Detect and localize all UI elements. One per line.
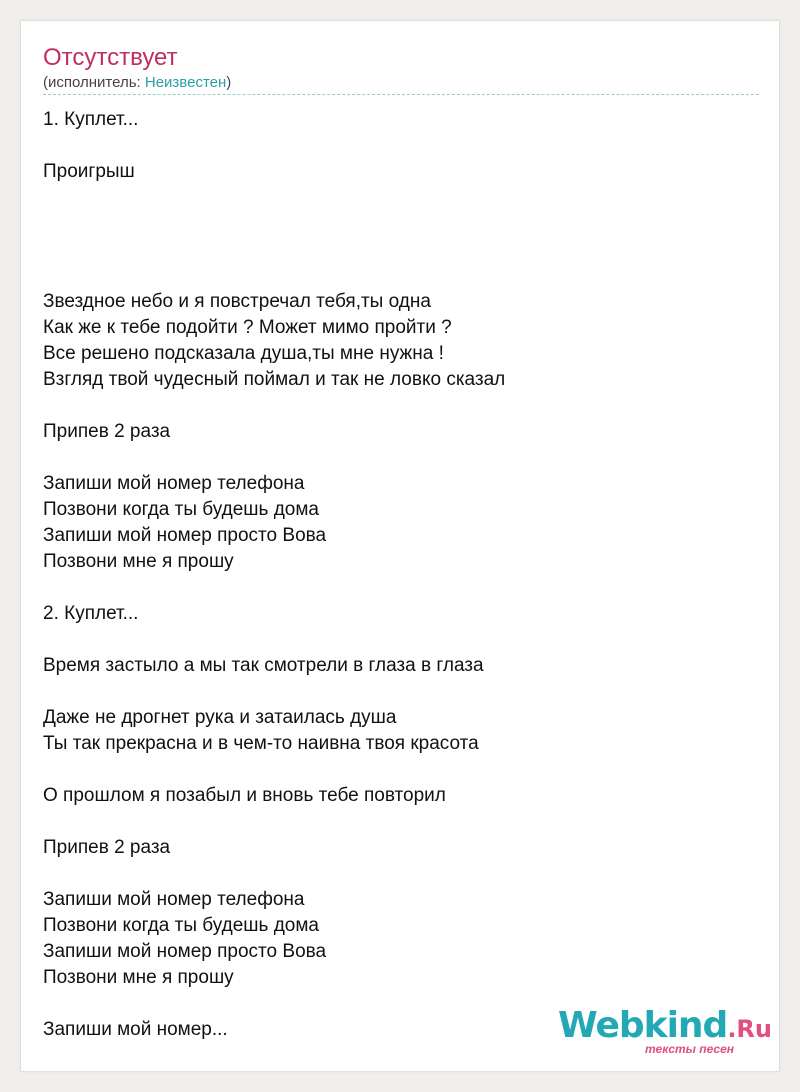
logo-tagline: тексты песен bbox=[645, 1042, 734, 1056]
lyric-line: Даже не дрогнет рука и затаилась душа bbox=[43, 707, 397, 728]
lyric-line: Запиши мой номер телефона bbox=[43, 889, 305, 910]
lyric-line: Звездное небо и я повстречал тебя,ты одна bbox=[43, 291, 431, 312]
lyric-line bbox=[43, 263, 759, 289]
lyrics-card bbox=[20, 20, 780, 1072]
divider bbox=[43, 94, 759, 95]
lyric-line bbox=[43, 809, 759, 835]
artist-line bbox=[43, 74, 231, 92]
lyric-line: О прошлом я позабыл и вновь тебе повторил bbox=[43, 785, 446, 806]
lyric-line bbox=[43, 757, 759, 783]
lyric-line bbox=[43, 133, 759, 159]
lyrics-text bbox=[43, 107, 759, 1043]
logo-suffix: .Ru bbox=[727, 1015, 772, 1043]
lyric-line: Взгляд твой чудесный поймал и так не ловко сказал bbox=[43, 369, 506, 390]
song-title: Отсутствует bbox=[43, 44, 178, 71]
lyric-line bbox=[43, 861, 759, 887]
lyric-line: Все решено подсказала душа,ты мне нужна ! bbox=[43, 343, 444, 364]
lyric-line: Припев 2 раза bbox=[43, 837, 171, 858]
lyric-line bbox=[43, 237, 759, 263]
lyric-line bbox=[43, 575, 759, 601]
lyric-line: Запиши мой номер телефона bbox=[43, 473, 305, 494]
lyric-line: Как же к тебе подойти ? Может мимо пройти ? bbox=[43, 317, 452, 338]
logo-main-text: Webkind bbox=[558, 1005, 728, 1046]
site-logo[interactable] bbox=[558, 1005, 772, 1066]
artist-suffix: ) bbox=[226, 74, 232, 91]
lyric-line bbox=[43, 393, 759, 419]
artist-link[interactable]: Неизвестен bbox=[144, 74, 227, 91]
lyric-line: Запиши мой номер... bbox=[43, 1019, 228, 1040]
lyric-line bbox=[43, 211, 759, 237]
lyric-line: Запиши мой номер просто Вова bbox=[43, 525, 327, 546]
lyric-line: Запиши мой номер просто Вова bbox=[43, 941, 327, 962]
lyric-line: Припев 2 раза bbox=[43, 421, 171, 442]
lyric-line: Ты так прекрасна и в чем-то наивна твоя красота bbox=[43, 733, 479, 754]
lyric-line: 2. Куплет... bbox=[43, 603, 139, 624]
lyric-line: Время застыло а мы так смотрели в глаза в глаза bbox=[43, 655, 484, 676]
lyric-line bbox=[43, 445, 759, 471]
artist-prefix: (исполнитель: bbox=[43, 74, 145, 91]
lyric-line: Проигрыш bbox=[43, 161, 135, 182]
lyric-line: Позвони когда ты будешь дома bbox=[43, 499, 319, 520]
lyric-line bbox=[43, 627, 759, 653]
lyric-line: Позвони когда ты будешь дома bbox=[43, 915, 319, 936]
lyric-line bbox=[43, 679, 759, 705]
lyric-line: Позвони мне я прошу bbox=[43, 967, 234, 988]
lyric-line bbox=[43, 185, 759, 211]
lyric-line: 1. Куплет... bbox=[43, 109, 139, 130]
lyric-line: Позвони мне я прошу bbox=[43, 551, 234, 572]
